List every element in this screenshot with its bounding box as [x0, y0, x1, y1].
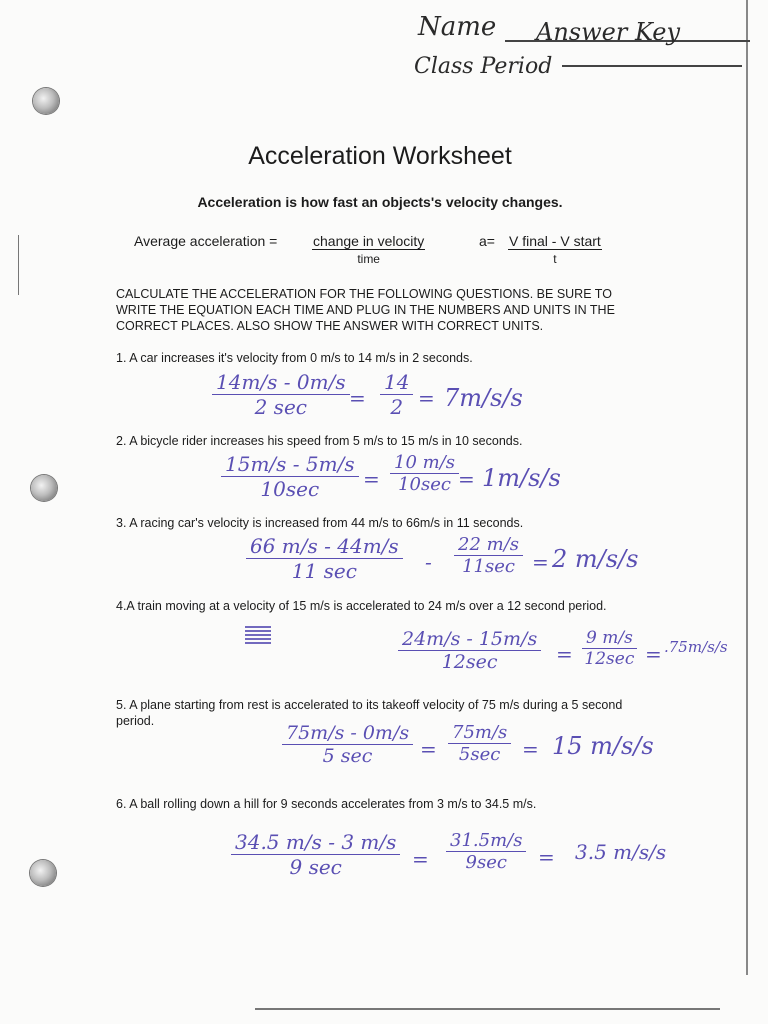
formula-short-label: a=	[479, 233, 495, 249]
q1-frac2-numerator: 14	[384, 370, 410, 394]
question-2-text: 2. A bicycle rider increases his speed from 5 m/s to 15 m/s in 10 seconds.	[116, 434, 523, 448]
page-title: Acceleration Worksheet	[248, 142, 512, 170]
q1-frac2-denominator: 2	[390, 395, 404, 419]
q1-answer: 7m/s/s	[444, 384, 523, 412]
q1-frac1-denominator: 2 sec	[254, 395, 307, 419]
q2-answer: 1m/s/s	[482, 464, 561, 492]
formula-short-numerator: V final - V start	[509, 233, 601, 249]
q6-frac1-numerator: 34.5 m/s - 3 m/s	[235, 830, 397, 854]
q3-fraction-2	[454, 534, 523, 577]
q4-frac1-numerator: 24m/s - 15m/s	[402, 628, 538, 650]
q2-frac1-denominator: 10sec	[260, 477, 320, 501]
q3-frac2-numerator: 22 m/s	[458, 534, 519, 555]
q5-operator-1: =	[420, 737, 437, 761]
binder-hole	[30, 860, 56, 886]
q6-operator-1: =	[412, 847, 429, 871]
q3-frac2-denominator: 11sec	[462, 556, 515, 577]
name-label: Name	[418, 12, 497, 42]
q6-frac1-denominator: 9 sec	[289, 855, 342, 879]
question-4-text: 4.A train moving at a velocity of 15 m/s is accelerated to 24 m/s over a 12 second period.	[116, 599, 607, 613]
formula-short-denominator: t	[553, 252, 557, 266]
scribble-mark	[245, 626, 271, 644]
q1-fraction-1	[212, 370, 350, 419]
class-period-label: Class Period	[414, 54, 553, 79]
q6-frac2-denominator: 9sec	[465, 852, 507, 873]
q6-fraction-1	[231, 830, 400, 879]
q4-frac2-numerator: 9 m/s	[586, 628, 633, 648]
q4-operator-2: =	[645, 642, 662, 666]
q5-fraction-2	[448, 722, 511, 765]
q2-frac1-numerator: 15m/s - 5m/s	[225, 452, 355, 476]
q4-operator-1: =	[556, 642, 573, 666]
q6-operator-2: =	[538, 845, 555, 869]
q2-operator-1: =	[363, 467, 380, 491]
binder-hole	[33, 88, 59, 114]
formula-fraction	[312, 233, 425, 266]
q5-frac2-numerator: 75m/s	[452, 722, 508, 743]
page-bottom-border	[255, 1008, 720, 1010]
q6-fraction-2	[446, 830, 526, 873]
class-period-line	[562, 65, 742, 67]
q4-fraction-1	[398, 628, 541, 673]
q1-frac1-numerator: 14m/s - 0m/s	[216, 370, 346, 394]
q3-frac1-denominator: 11 sec	[291, 559, 357, 583]
q5-fraction-1	[282, 722, 413, 767]
q3-operator-1: -	[425, 550, 432, 574]
q5-frac1-numerator: 75m/s - 0m/s	[286, 722, 410, 744]
formula-denominator: time	[357, 252, 380, 266]
q4-answer: .75m/s/s	[664, 638, 728, 656]
formula-numerator: change in velocity	[313, 233, 425, 249]
formula-short-fraction	[508, 233, 602, 266]
page-left-border	[18, 235, 19, 295]
formula-label: Average acceleration =	[134, 233, 278, 249]
q5-operator-2: =	[522, 737, 539, 761]
q1-operator-1: =	[349, 386, 366, 410]
question-3-text: 3. A racing car's velocity is increased from 44 m/s to 66m/s in 11 seconds.	[116, 516, 524, 530]
question-6-text: 6. A ball rolling down a hill for 9 seconds accelerates from 3 m/s to 34.5 m/s.	[116, 797, 537, 811]
q6-frac2-numerator: 31.5m/s	[450, 830, 523, 851]
q3-frac1-numerator: 66 m/s - 44m/s	[250, 534, 399, 558]
name-value: Answer Key	[536, 18, 680, 46]
q4-frac2-denominator: 12sec	[584, 649, 635, 669]
q5-answer: 15 m/s/s	[552, 732, 654, 760]
q2-operator-2: =	[458, 467, 475, 491]
q1-fraction-2	[380, 370, 413, 419]
q4-fraction-2	[582, 628, 637, 669]
instructions: CALCULATE THE ACCELERATION FOR THE FOLLOWING QUESTIONS. BE SURE TO WRITE THE EQUATION EACH TIME AND PLUG IN THE NUMBERS AND UNITS IN THE CORRECT PLACES. ALSO SHOW THE ANSWER WITH CORRECT UNITS.	[116, 287, 615, 333]
q3-operator-2: =	[532, 550, 549, 574]
q4-frac1-denominator: 12sec	[441, 651, 498, 673]
q2-frac2-numerator: 10 m/s	[394, 452, 455, 473]
q5-frac1-denominator: 5 sec	[322, 745, 373, 767]
q2-fraction-2	[390, 452, 459, 495]
question-5-text: 5. A plane starting from rest is accelerated to its takeoff velocity of 75 m/s during a 5 second period.	[116, 698, 623, 728]
binder-hole	[31, 475, 57, 501]
subtitle: Acceleration is how fast an objects's velocity changes.	[197, 194, 563, 210]
q3-answer: 2 m/s/s	[552, 545, 639, 573]
q3-fraction-1	[246, 534, 403, 583]
q1-operator-2: =	[418, 386, 435, 410]
question-1-text: 1. A car increases it's velocity from 0 m/s to 14 m/s in 2 seconds.	[116, 351, 473, 365]
q5-frac2-denominator: 5sec	[458, 744, 501, 765]
q2-frac2-denominator: 10sec	[398, 474, 451, 495]
q2-fraction-1	[221, 452, 359, 501]
q6-answer: 3.5 m/s/s	[575, 840, 667, 864]
